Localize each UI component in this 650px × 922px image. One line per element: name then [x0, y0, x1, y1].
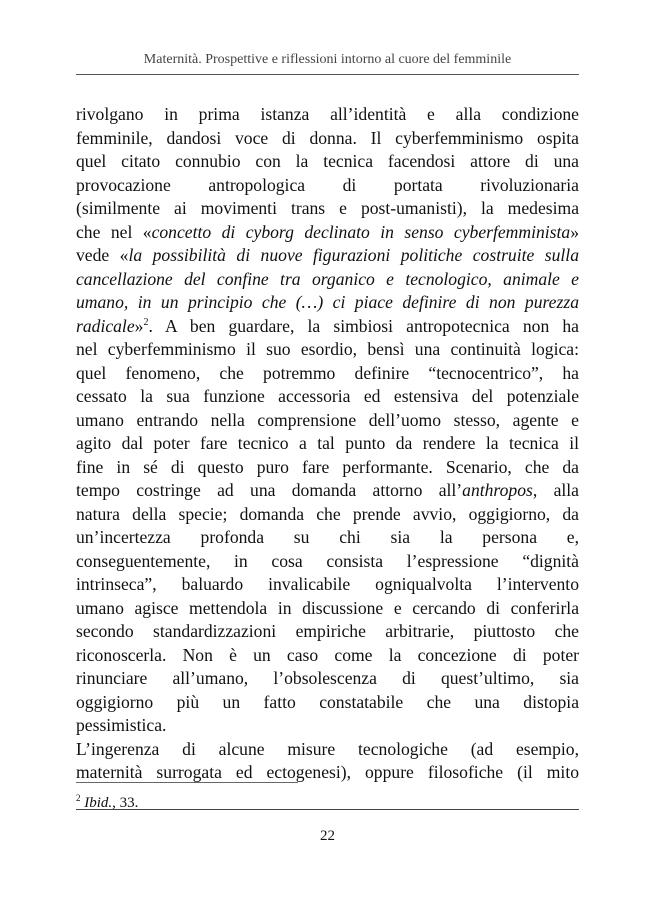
- text-line: [76, 526, 579, 550]
- text-line: [76, 197, 579, 221]
- text-segment: maternità surrogata ed ectogenesi), oppure filosofiche (il mito: [76, 762, 579, 782]
- text-line: [76, 291, 579, 315]
- text-segment: tempo costringe ad una domanda attorno all’: [76, 480, 463, 500]
- text-segment: che nel «: [76, 221, 152, 242]
- text-segment: cessato la sua funzione accessoria ed estensiva del potenziale: [76, 386, 579, 406]
- footnote-reference: Ibid.: [84, 795, 113, 811]
- text-segment: (similmente ai movimenti trans e post-umanisti), la medesima: [76, 198, 579, 218]
- text-segment: femminile, dandosi voce di donna. Il cyberfemminismo ospita: [76, 127, 579, 148]
- text-line: [76, 432, 579, 456]
- page-number: 22: [320, 828, 335, 844]
- text-segment: oggigiorno più un fatto constatabile che una distopia: [76, 691, 579, 712]
- italic-text: umano, in un principio che (…) ci piace definire di non purezza: [76, 292, 579, 312]
- italic-text: anthropos: [462, 480, 533, 500]
- text-line: [76, 761, 579, 785]
- text-line: [76, 221, 579, 245]
- italic-text: cancellazione del confine tra organico e tecnologico, animale e: [76, 268, 579, 289]
- footnote-number: 2: [76, 793, 81, 803]
- text-line: [76, 244, 579, 268]
- text-segment: rivolgano in prima istanza all’identità e alla condizione: [76, 104, 579, 124]
- text-line: [76, 174, 579, 198]
- footnote-separator: [76, 782, 298, 783]
- footnote-text: , 33.: [112, 795, 139, 811]
- text-segment: riconoscerla. Non è un caso come la concezione di poter: [76, 644, 579, 665]
- italic-text: concetto di cyborg declinato in senso cyberfemminista: [151, 221, 571, 242]
- body-text: [76, 103, 579, 785]
- text-line: [76, 338, 579, 362]
- text-line: [76, 503, 579, 527]
- text-segment: , alla: [532, 480, 579, 500]
- text-line: [76, 644, 579, 668]
- text-segment: vede «: [76, 245, 129, 265]
- text-line: [76, 597, 579, 621]
- text-segment: intrinseca”, baluardo invalicabile ogniqualvolta l’intervento: [76, 574, 579, 594]
- text-line: [76, 268, 579, 292]
- text-line: [76, 103, 579, 127]
- text-line: [76, 385, 579, 409]
- text-segment: conseguentemente, in cosa consista l’espressione “dignità: [76, 550, 579, 571]
- text-segment: quel citato connubio con la tecnica facendosi attore di una: [76, 151, 579, 171]
- text-segment: umano entrando nella comprensione dell’uomo stesso, agente e: [76, 409, 579, 430]
- text-segment: secondo standardizzazioni empiriche arbitrarie, piuttosto che: [76, 621, 579, 641]
- italic-text: radicale: [76, 315, 135, 336]
- text-segment: »: [570, 221, 579, 242]
- text-line: [76, 573, 579, 597]
- text-segment: un’incertezza profonda su chi sia la persona e,: [76, 527, 579, 547]
- text-line: [76, 691, 579, 715]
- text-line: [76, 150, 579, 174]
- text-line: [76, 479, 579, 503]
- header-rule: [76, 74, 579, 75]
- text-segment: . A ben guardare, la simbiosi antropotecnica non ha: [148, 315, 579, 336]
- text-line: [76, 667, 579, 691]
- text-line: [76, 127, 579, 151]
- text-segment: nel cyberfemminismo il suo esordio, bensì una continuità logica:: [76, 339, 579, 359]
- text-segment: natura della specie; domanda che prende avvio, oggigiorno, da: [76, 503, 579, 524]
- text-line: [76, 714, 579, 738]
- text-line: [76, 738, 579, 762]
- text-line: [76, 315, 579, 339]
- text-segment: rinunciare all’umano, l’obsolescenza di quest’ultimo, sia: [76, 668, 579, 688]
- footer-rule: [76, 809, 579, 810]
- text-line: [76, 550, 579, 574]
- text-line: [76, 456, 579, 480]
- text-line: [76, 409, 579, 433]
- footnote-marker: 2: [143, 316, 149, 328]
- text-line: [76, 362, 579, 386]
- text-segment: L’ingerenza di alcune misure tecnologiche (ad esempio,: [76, 738, 579, 759]
- text-segment: pessimistica.: [76, 715, 167, 735]
- text-segment: umano agisce mettendola in discussione e cercando di conferirla: [76, 597, 579, 618]
- text-segment: »: [134, 315, 144, 336]
- text-segment: agito dal poter fare tecnico a tal punto da rendere la tecnica il: [76, 433, 579, 453]
- text-segment: provocazione antropologica di portata rivoluzionaria: [76, 174, 579, 195]
- text-line: [76, 620, 579, 644]
- running-head: Maternità. Prospettive e riflessioni intorno al cuore del femminile: [143, 52, 512, 67]
- text-segment: fine in sé di questo puro fare performante. Scenario, che da: [76, 456, 579, 477]
- text-segment: quel fenomeno, che potremmo definire “tecnocentrico”, ha: [76, 362, 579, 383]
- italic-text: la possibilità di nuove figurazioni politiche costruite sulla: [128, 245, 579, 265]
